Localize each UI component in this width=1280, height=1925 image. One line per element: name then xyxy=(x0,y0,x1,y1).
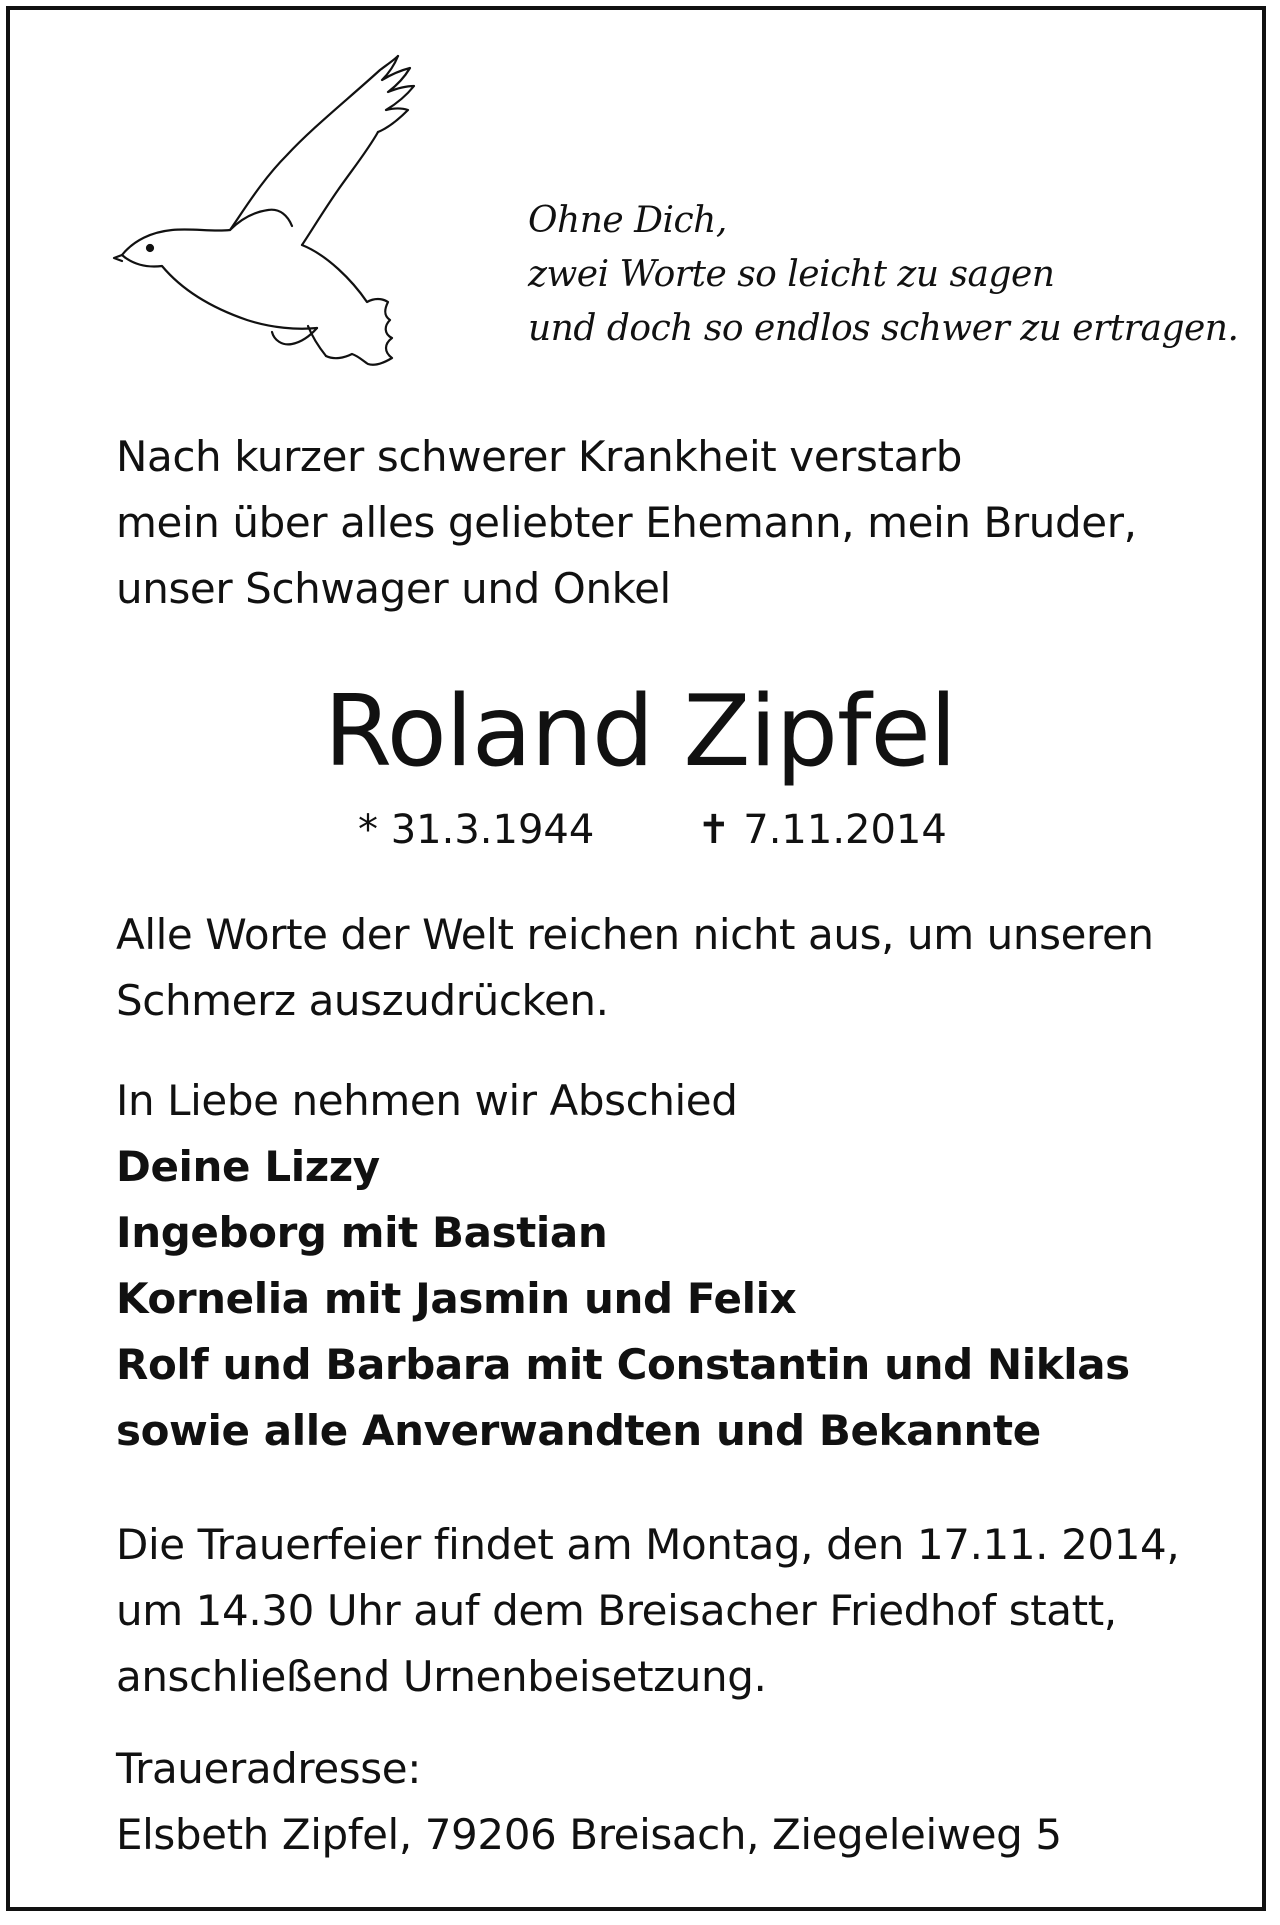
address-section xyxy=(116,1736,1062,1868)
words-line: Alle Worte der Welt reichen nicht aus, um unseren xyxy=(116,910,1154,959)
birth-date: 31.3.1944 xyxy=(390,807,595,853)
ceremony-line: um 14.30 Uhr auf dem Breisacher Friedhof statt, xyxy=(116,1586,1117,1635)
ceremony-line: Die Trauerfeier findet am Montag, den 17.11. 2014, xyxy=(116,1520,1180,1569)
dove-icon xyxy=(112,40,477,410)
birth-symbol: * xyxy=(358,807,378,853)
intro-line: unser Schwager und Onkel xyxy=(116,564,671,613)
mourner-line: Rolf und Barbara mit Constantin und Niklas xyxy=(116,1340,1130,1389)
farewell-section xyxy=(116,1068,1130,1464)
ceremony-paragraph xyxy=(116,1512,1179,1710)
mourner-line: Deine Lizzy xyxy=(116,1142,380,1191)
verse-line: zwei Worte so leicht zu sagen xyxy=(528,254,1055,295)
words-paragraph xyxy=(116,902,1154,1034)
mourner-line: Kornelia mit Jasmin und Felix xyxy=(116,1274,797,1323)
life-dates xyxy=(358,800,947,860)
address-line: Elsbeth Zipfel, 79206 Breisach, Ziegeleiweg 5 xyxy=(116,1810,1062,1859)
verse-line: und doch so endlos schwer zu ertragen. xyxy=(528,308,1239,349)
intro-line: Nach kurzer schwerer Krankheit verstarb xyxy=(116,432,963,481)
death-date: 7.11.2014 xyxy=(743,807,947,853)
ceremony-line: anschließend Urnenbeisetzung. xyxy=(116,1652,767,1701)
deceased-name: Roland Zipfel xyxy=(324,675,956,789)
words-line: Schmerz auszudrücken. xyxy=(116,976,609,1025)
mourner-line: Ingeborg mit Bastian xyxy=(116,1208,608,1257)
mourner-line: sowie alle Anverwandten und Bekannte xyxy=(116,1406,1041,1455)
cross-icon: ✝ xyxy=(697,807,731,853)
verse-line: Ohne Dich, xyxy=(528,200,727,241)
address-label: Traueradresse: xyxy=(116,1744,421,1793)
intro-line: mein über alles geliebter Ehemann, mein Bruder, xyxy=(116,498,1137,547)
intro-paragraph xyxy=(116,424,1137,622)
verse xyxy=(528,194,1238,356)
farewell-heading: In Liebe nehmen wir Abschied xyxy=(116,1076,738,1125)
